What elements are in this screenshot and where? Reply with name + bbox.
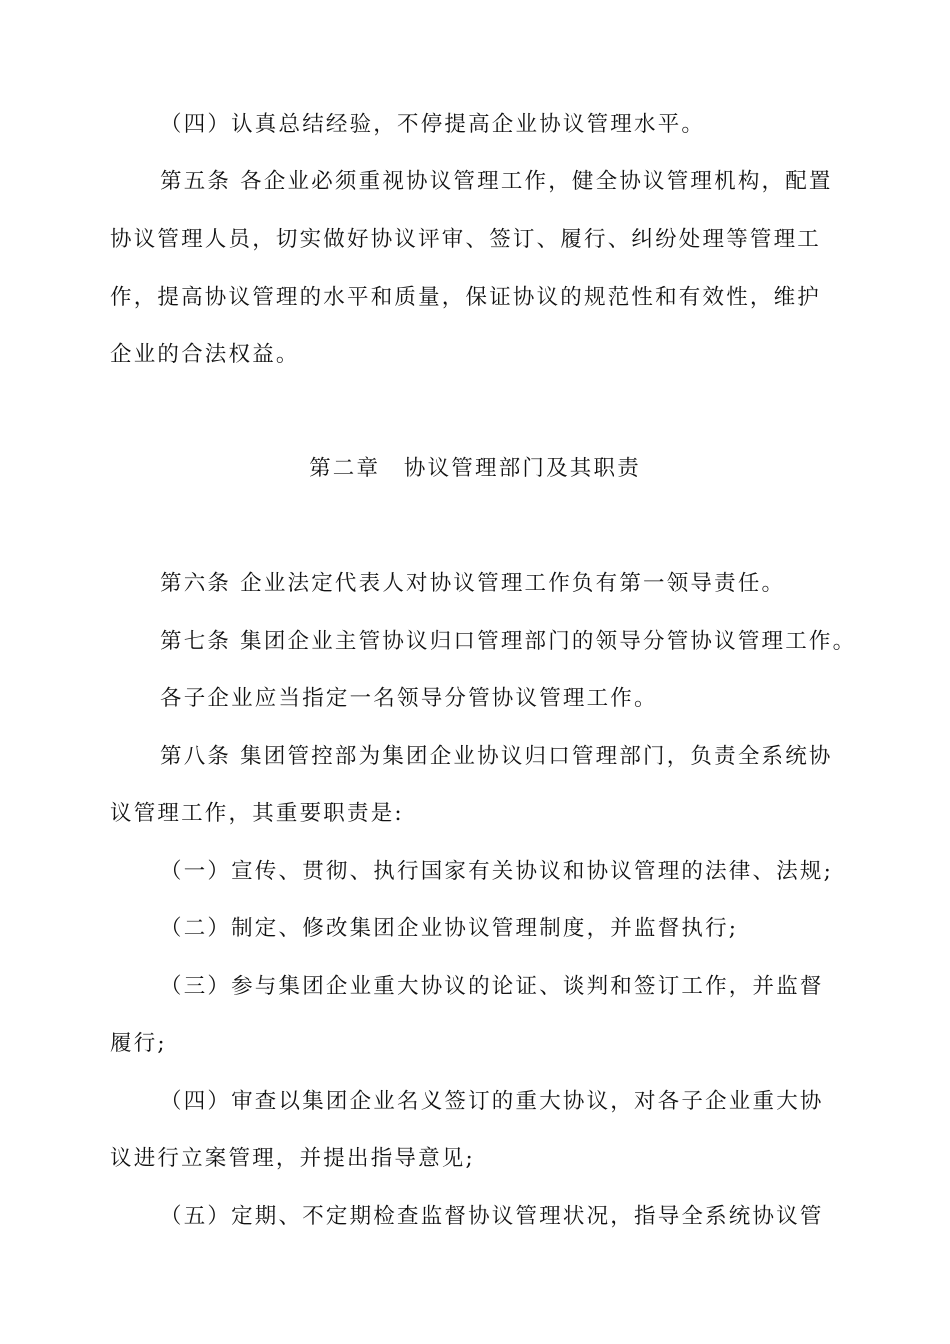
article-eight-line-2: 议管理工作，其重要职责是: (110, 801, 404, 826)
article-five-line-2: 协议管理人员，切实做好协议评审、签订、履行、纠纷处理等管理工 (110, 227, 822, 252)
article-five-line-1: 第五条 各企业必须重视协议管理工作，健全协议管理机构，配置 (160, 169, 833, 194)
chapter-two-heading: 第二章 协议管理部门及其职责 (309, 456, 641, 481)
article-seven-line-1: 第七条 集团企业主管协议归口管理部门的领导分管协议管理工作。 (160, 629, 857, 654)
duty-item-one-line-1: （一）宣传、贯彻、执行国家有关协议和协议管理的法律、法规; (160, 859, 834, 884)
article-five-line-4: 企业的合法权益。 (110, 342, 300, 367)
subsidiary-paragraph-line-1: 各子企业应当指定一名领导分管协议管理工作。 (160, 686, 658, 711)
duty-item-four-line-1: （四）审查以集团企业名义签订的重大协议，对各子企业重大协 (160, 1089, 824, 1114)
article-six-line-1: 第六条 企业法定代表人对协议管理工作负有第一领导责任。 (160, 571, 786, 596)
paragraph-item-four-line-1: （四）认真总结经验，不停提高企业协议管理水平。 (160, 112, 706, 137)
duty-item-three-line-1: （三）参与集团企业重大协议的论证、谈判和签订工作，并监督 (160, 974, 824, 999)
article-eight-line-1: 第八条 集团管控部为集团企业协议归口管理部门，负责全系统协 (160, 744, 833, 769)
article-five-line-3: 作，提高协议管理的水平和质量，保证协议的规范性和有效性，维护 (110, 285, 822, 310)
duty-item-two-line-1: （二）制定、修改集团企业协议管理制度，并监督执行; (160, 916, 739, 941)
duty-item-three-line-2: 履行; (110, 1031, 167, 1056)
duty-item-five-line-1: （五）定期、不定期检查监督协议管理状况，指导全系统协议管 (160, 1204, 824, 1229)
duty-item-four-line-2: 议进行立案管理，并提出指导意见; (110, 1146, 475, 1171)
